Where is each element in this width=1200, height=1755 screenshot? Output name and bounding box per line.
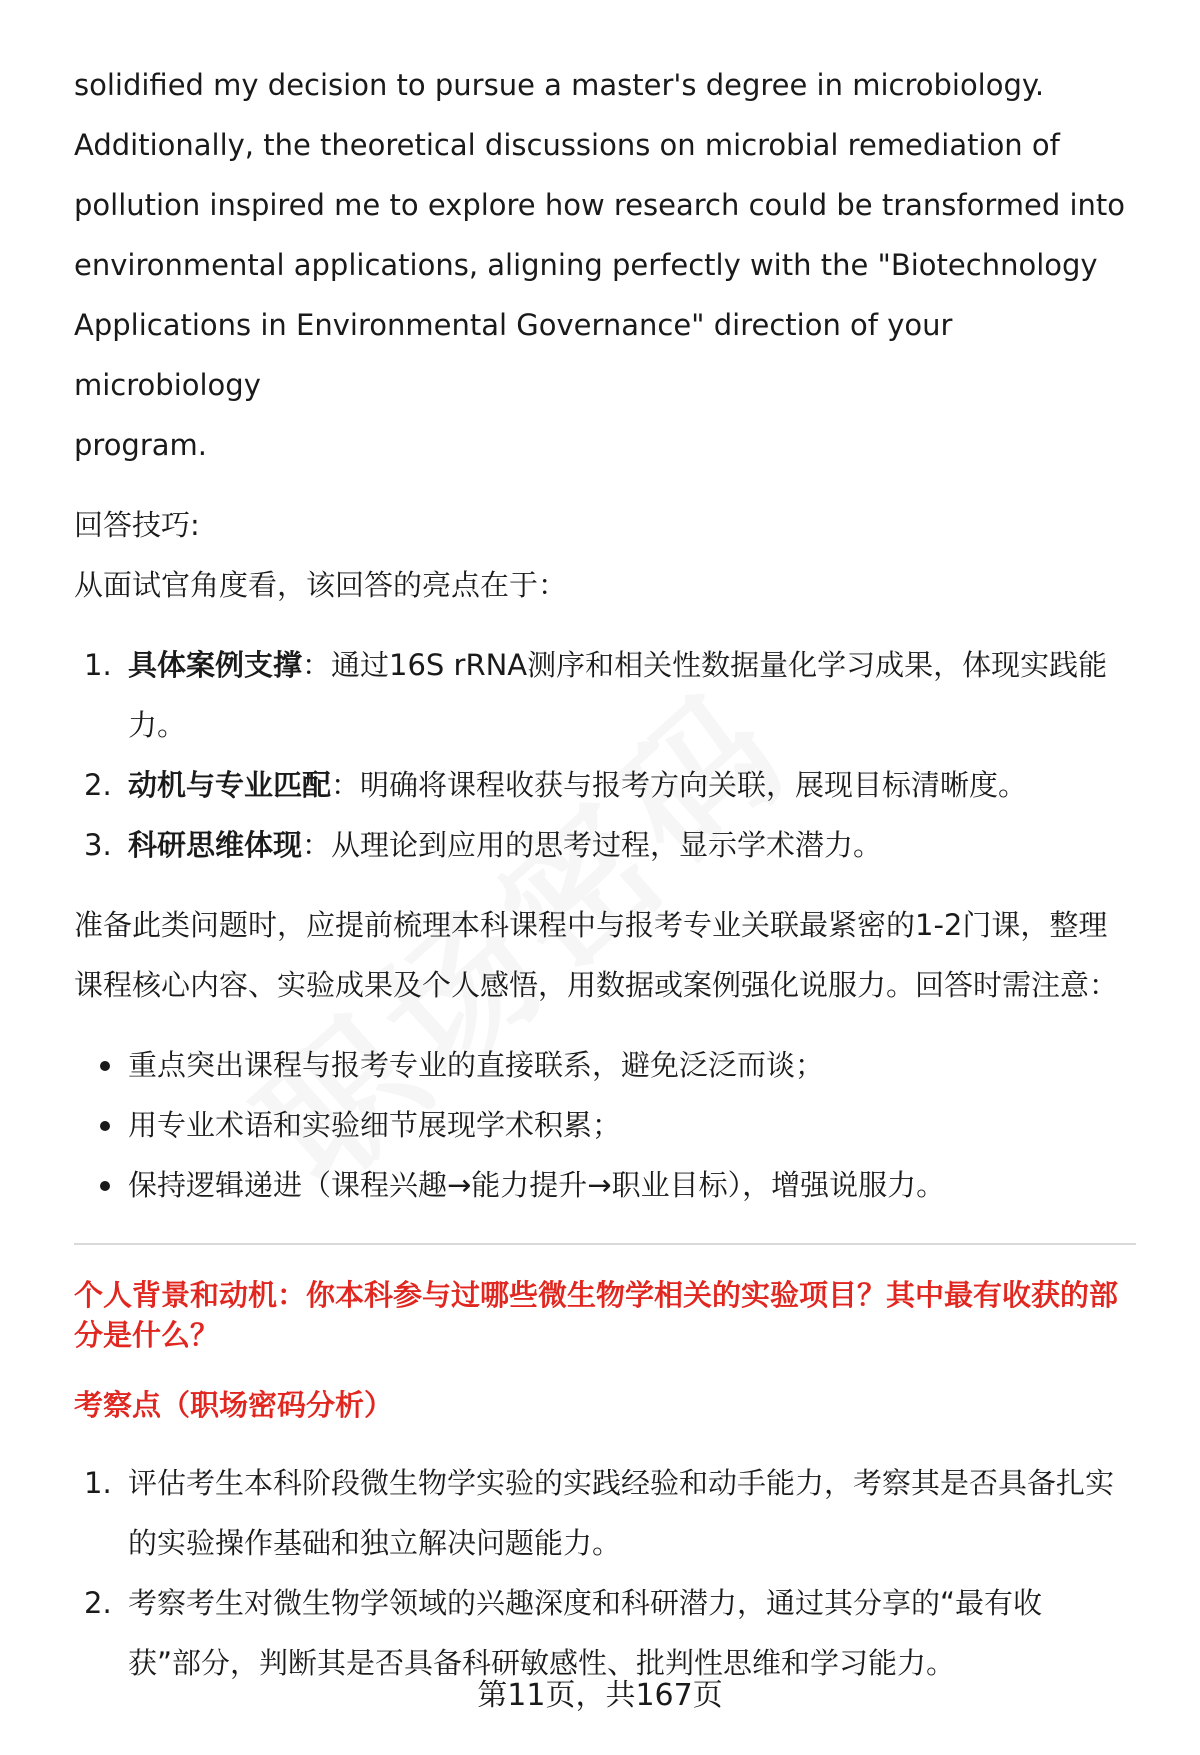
- list-number: 2.: [84, 768, 112, 802]
- advice-list: [74, 1035, 1136, 1215]
- list-item: [74, 1155, 1136, 1215]
- tips-heading: 回答技巧:: [74, 508, 200, 542]
- prep-line: 准备此类问题时，应提前梳理本科课程中与报考专业关联最紧密的1-2门课，整理: [74, 908, 1108, 942]
- divider: [74, 1243, 1136, 1245]
- intro-line: environmental applications, aligning perfectly with the "Biotechnology: [74, 248, 1098, 282]
- list-item: [74, 755, 1136, 815]
- highlight-title: 科研思维体现: [128, 828, 303, 862]
- list-item: [74, 815, 1136, 875]
- list-number: 1.: [84, 1466, 112, 1500]
- bullet-text: 重点突出课程与报考专业的直接联系，避免泛泛而谈；: [128, 1048, 825, 1082]
- list-number: 3.: [84, 828, 112, 862]
- bullet-text: 保持逻辑递进（课程兴趣→能力提升→职业目标），增强说服力。: [128, 1168, 946, 1202]
- prep-paragraph: [74, 895, 1136, 1015]
- list-number: 1.: [84, 648, 112, 682]
- intro-paragraph: [74, 55, 1136, 475]
- exam-points-list: [74, 1453, 1136, 1693]
- bullet-dot: [100, 1121, 110, 1131]
- exam-point-text-cont: 获”部分，判断其是否具备科研敏感性、批判性思维和学习能力。: [128, 1646, 956, 1680]
- exam-heading: 考察点（职场密码分析）: [74, 1388, 394, 1422]
- document-page: [74, 55, 1136, 1693]
- exam-point-text: 考察考生对微生物学领域的兴趣深度和科研潜力，通过其分享的“最有收: [128, 1586, 1043, 1620]
- list-item: [74, 1095, 1136, 1155]
- intro-line: solidified my decision to pursue a master's degree in microbiology.: [74, 68, 1045, 102]
- highlight-title: 动机与专业匹配: [128, 768, 332, 802]
- highlight-text: ：通过16S rRNA测序和相关性数据量化学习成果，体现实践能: [302, 648, 1108, 682]
- highlight-text: ：明确将课程收获与报考方向关联，展现目标清晰度。: [331, 768, 1028, 802]
- intro-line: program.: [74, 428, 208, 462]
- exam-point-text: 评估考生本科阶段微生物学实验的实践经验和动手能力，考察其是否具备扎实: [128, 1466, 1115, 1500]
- highlight-text: ：从理论到应用的思考过程，显示学术潜力。: [302, 828, 883, 862]
- question-heading: [74, 1275, 1136, 1355]
- bullet-text: 用专业术语和实验细节展现学术积累；: [128, 1108, 622, 1142]
- list-item: [74, 1035, 1136, 1095]
- highlights-list: [74, 635, 1136, 875]
- question-line: 分是什么？: [74, 1318, 220, 1352]
- intro-line: Applications in Environmental Governance" direction of your microbiology: [74, 308, 953, 402]
- highlight-title: 具体案例支撑: [128, 648, 303, 682]
- bullet-dot: [100, 1061, 110, 1071]
- prep-line: 课程核心内容、实验成果及个人感悟，用数据或案例强化说服力。回答时需注意：: [74, 968, 1119, 1002]
- exam-point-text-cont: 的实验操作基础和独立解决问题能力。: [128, 1526, 622, 1560]
- list-item: [74, 1573, 1136, 1693]
- intro-line: Additionally, the theoretical discussions on microbial remediation of: [74, 128, 1060, 162]
- list-item: [74, 635, 1136, 755]
- intro-line: pollution inspired me to explore how research could be transformed into: [74, 188, 1126, 222]
- question-line: 个人背景和动机：你本科参与过哪些微生物学相关的实验项目？其中最有收获的部: [74, 1278, 1119, 1312]
- page-footer: 第11页，共167页: [477, 1678, 723, 1713]
- highlight-text-cont: 力。: [128, 708, 187, 742]
- list-item: [74, 1453, 1136, 1573]
- tips-subheading: 从面试官角度看，该回答的亮点在于：: [74, 568, 568, 602]
- list-number: 2.: [84, 1586, 112, 1620]
- bullet-dot: [100, 1181, 110, 1191]
